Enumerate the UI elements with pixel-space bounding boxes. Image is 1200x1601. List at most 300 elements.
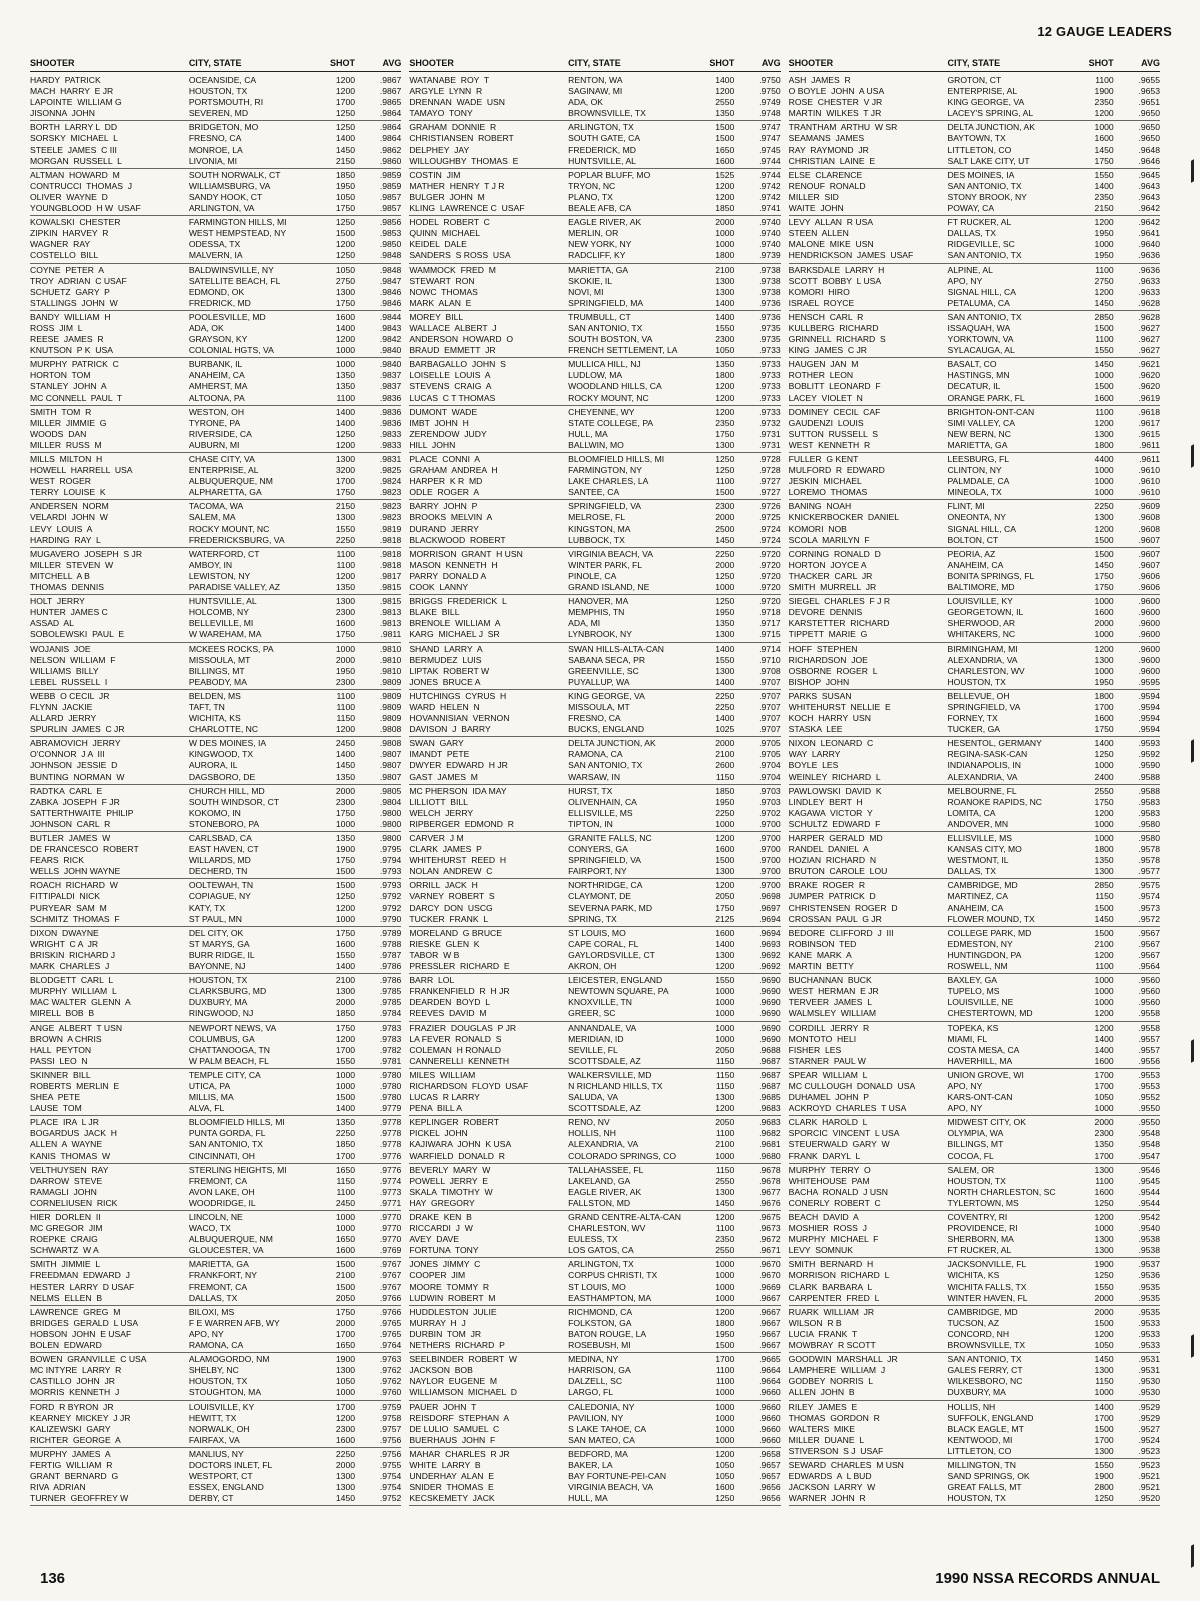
shooter-name: WILLIAMS BILLY — [30, 665, 99, 676]
city-state: HURST, TX — [568, 785, 613, 796]
row-group — [789, 1116, 1160, 1163]
shooter-name: VELARDI JOHN W — [30, 512, 108, 523]
table-row — [409, 702, 780, 713]
shot-count: 1700 — [1094, 1434, 1114, 1445]
shooter-name: REISDORF STEPHAN A — [409, 1412, 510, 1423]
average: .9700 — [759, 880, 781, 891]
city-state: ANAHEIM, CA — [188, 370, 245, 381]
table-row — [30, 476, 401, 487]
shot-count: 1650 — [335, 1340, 356, 1351]
shooter-name: MUGAVERO JOSEPH S JR — [30, 548, 143, 559]
row-group — [789, 1211, 1160, 1258]
shot-count: 1300 — [1094, 1445, 1114, 1456]
shot-count: 1400 — [715, 643, 735, 654]
shot-count: 1000 — [1094, 487, 1114, 498]
shot-count: 1250 — [715, 465, 735, 476]
shooter-name: STIVERSON S J USAF — [788, 1445, 884, 1456]
average: .9535 — [1138, 1292, 1160, 1303]
table-row — [789, 276, 1160, 287]
average: .9667 — [759, 1340, 781, 1351]
header-shot: SHOT — [330, 58, 356, 68]
city-state: FREDERICKSBURG, VA — [188, 534, 285, 545]
city-state: ENTERPRISE, AL — [947, 86, 1018, 97]
table-row — [409, 1117, 780, 1128]
shooter-name: ROACH RICHARD W — [30, 880, 118, 891]
table-row — [409, 512, 780, 523]
city-state: FT RUCKER, AL — [947, 217, 1012, 228]
row-group — [789, 264, 1160, 311]
table-row — [30, 524, 401, 535]
city-state: WICHITA FALLS, TX — [947, 1281, 1027, 1292]
average: .9780 — [379, 1069, 402, 1080]
shot-count: 1150 — [1095, 1376, 1114, 1387]
city-state: STONY BROOK, NY — [947, 191, 1027, 202]
city-state: GREER, SC — [568, 1008, 616, 1019]
shot-count: 1750 — [335, 297, 356, 308]
shooter-name: LAMPHERE WILLIAM J — [788, 1365, 886, 1376]
average: .9848 — [379, 250, 402, 261]
shot-count: 1000 — [1094, 760, 1114, 771]
shot-count: 1200 — [715, 180, 735, 191]
table-row — [30, 1234, 401, 1245]
shot-count: 1100 — [1095, 961, 1114, 972]
average: .9523 — [1138, 1445, 1160, 1456]
average: .9725 — [759, 512, 781, 523]
shooter-name: JOHNSON JESSIE D — [30, 760, 118, 771]
row-group — [789, 690, 1160, 737]
shot-count: 1350 — [715, 108, 735, 119]
shooter-name: WEINLEY RICHARD L — [788, 771, 881, 782]
city-state: PLANO, TX — [568, 191, 613, 202]
page-number: 136 — [40, 1570, 66, 1587]
city-state: WINTER PARK, FL — [568, 559, 642, 570]
table-row — [789, 1187, 1160, 1198]
average: .9720 — [759, 548, 781, 559]
city-state: ANAHEIM, CA — [947, 902, 1004, 913]
average: .9678 — [759, 1175, 781, 1186]
average: .9736 — [759, 297, 781, 308]
row-group — [789, 785, 1160, 832]
average: .9857 — [379, 203, 402, 214]
table-row — [30, 97, 401, 108]
table-row — [409, 476, 780, 487]
city-state: MARTINEZ, CA — [947, 891, 1008, 902]
shot-count: 1000 — [1094, 975, 1114, 986]
shot-count: 1000 — [1094, 465, 1114, 476]
average: .9675 — [759, 1212, 781, 1222]
shooter-name: SEWARD CHARLES M USN — [788, 1459, 904, 1470]
city-state: FOLKSTON, GA — [568, 1317, 632, 1328]
table-row — [30, 691, 401, 702]
shot-count: 1500 — [335, 228, 356, 239]
table-row — [30, 950, 401, 961]
shooter-name: FREEDMAN EDWARD J — [30, 1270, 130, 1281]
shooter-name: CHRISTENSEN ROGER D — [788, 902, 898, 913]
table-row — [409, 677, 780, 688]
city-state: FRENCH SETTLEMENT, LA — [568, 345, 678, 356]
table-row — [789, 1329, 1160, 1340]
average: .9594 — [1138, 701, 1160, 712]
city-state: STONEBORO, PA — [188, 818, 260, 829]
average: .9748 — [759, 108, 781, 119]
shot-count: 1050 — [335, 191, 356, 202]
shot-count: 1200 — [1094, 1212, 1114, 1222]
city-state: GREENVILLE, SC — [568, 665, 639, 676]
table-row — [789, 772, 1160, 783]
row-group — [30, 974, 401, 1021]
shot-count: 1650 — [715, 144, 735, 155]
table-row — [409, 961, 780, 972]
table-row — [409, 239, 780, 250]
average: .9628 — [1138, 297, 1160, 308]
city-state: RAMONA, CA — [188, 1340, 244, 1351]
table-row — [30, 880, 401, 891]
shot-count: 2750 — [335, 275, 356, 286]
table-row — [409, 1435, 780, 1446]
shot-count: 1600 — [335, 938, 356, 949]
table-row — [30, 1034, 401, 1045]
shooter-name: RADTKA CARL E — [30, 785, 103, 796]
table-row — [789, 1413, 1160, 1424]
column-header-row — [409, 58, 780, 72]
city-state: TRYON, NC — [568, 180, 616, 191]
shot-count: 1200 — [715, 392, 735, 403]
shot-count: 1600 — [1094, 392, 1114, 403]
average: .9718 — [759, 607, 781, 618]
shot-count: 2550 — [715, 97, 735, 108]
average: .9553 — [1138, 1080, 1160, 1091]
average: .9755 — [379, 1459, 402, 1470]
shot-count: 1400 — [335, 417, 356, 428]
shooter-name: DRENNAN WADE USN — [409, 97, 505, 108]
shooter-name: CORNING RONALD D — [788, 548, 881, 559]
city-state: MARIETTA, GA — [188, 1259, 249, 1270]
average: .9593 — [1138, 738, 1160, 749]
city-state: TUPELO, MS — [947, 986, 1000, 997]
row-group — [409, 74, 780, 121]
row-group — [30, 74, 401, 121]
average: .9558 — [1138, 1008, 1160, 1019]
city-state: BILOXI, MS — [188, 1306, 235, 1317]
city-state: CONYERS, GA — [568, 844, 628, 855]
city-state: FRESNO, CA — [188, 133, 242, 144]
table-row — [409, 250, 780, 261]
shot-count: 1750 — [335, 487, 356, 498]
shot-count: 1550 — [335, 949, 356, 960]
shooter-name: SORSKY MICHAEL L — [30, 133, 118, 144]
shot-count: 1900 — [1094, 1259, 1114, 1270]
shooter-name: BARBAGALLO JOHN S — [409, 359, 506, 370]
table-row — [30, 713, 401, 724]
table-row — [409, 997, 780, 1008]
shot-count: 2800 — [1094, 1482, 1114, 1493]
row-group — [409, 690, 780, 737]
row-group — [409, 1258, 780, 1305]
shot-count: 1450 — [1094, 297, 1114, 308]
city-state: KNOXVILLE, TN — [568, 997, 632, 1008]
shooter-name: PAUER JOHN T — [409, 1401, 477, 1412]
shooter-name: WALLACE ALBERT J — [409, 322, 497, 333]
table-row — [409, 1198, 780, 1209]
shot-count: 1700 — [335, 1328, 356, 1339]
average: .9607 — [1138, 548, 1160, 559]
city-state: BONITA SPRINGS, FL — [947, 570, 1035, 581]
table-row — [789, 1340, 1160, 1351]
city-state: NORTHRIDGE, CA — [568, 880, 643, 891]
average: .9735 — [759, 334, 781, 345]
shooter-name: MORGAN RUSSELL L — [30, 155, 122, 166]
table-row — [409, 1245, 780, 1256]
shooter-name: OSBORNE ROGER L — [788, 665, 878, 676]
city-state: SCOTTSDALE, AZ — [568, 1055, 641, 1066]
shot-count: 2300 — [1094, 1128, 1114, 1139]
shot-count: 1350 — [335, 582, 356, 593]
table-row — [409, 713, 780, 724]
shot-count: 1000 — [715, 1259, 735, 1270]
table-row — [789, 928, 1160, 939]
shooter-name: TROY ADRIAN C USAF — [30, 275, 127, 286]
city-state: MCKEES ROCKS, PA — [188, 643, 274, 654]
shooter-name: NAYLOR EUGENE M — [409, 1376, 498, 1387]
average: .9864 — [379, 122, 402, 133]
shot-count: 2150 — [335, 501, 356, 512]
shooter-name: NIXON LEONARD C — [788, 738, 874, 749]
table-row — [789, 1176, 1160, 1187]
city-state: WESTMONT, IL — [947, 855, 1009, 866]
table-row — [409, 1187, 780, 1198]
shooter-name: RAMAGLI JOHN — [30, 1186, 97, 1197]
average: .9670 — [759, 1259, 781, 1270]
average: .9681 — [759, 1139, 781, 1150]
average: .9804 — [379, 796, 402, 807]
shot-count: 1000 — [335, 818, 356, 829]
shot-count: 1600 — [335, 1245, 356, 1256]
table-row — [409, 1151, 780, 1162]
shot-count: 2250 — [715, 548, 735, 559]
shooter-name: LEVY SOMNUK — [788, 1245, 853, 1256]
shooter-name: KANIS THOMAS W — [30, 1150, 111, 1161]
city-state: LITTLETON, CO — [947, 1445, 1012, 1456]
table-row — [409, 1008, 780, 1019]
city-state: SALUDA, VA — [568, 1092, 619, 1103]
row-group — [409, 121, 780, 168]
average: .9557 — [1138, 1033, 1160, 1044]
shot-count: 1800 — [1094, 844, 1114, 855]
average: .9642 — [1138, 203, 1160, 214]
shot-count: 1400 — [715, 676, 735, 687]
shooter-name: RIVA ADRIAN — [30, 1482, 86, 1493]
table-row — [30, 855, 401, 866]
average: .9823 — [379, 487, 402, 498]
city-state: RADCLIFF, KY — [568, 250, 626, 261]
table-row — [30, 607, 401, 618]
shot-count: 1300 — [715, 1186, 735, 1197]
shot-count: 1500 — [1094, 381, 1114, 392]
column-header-row — [30, 58, 401, 72]
shooter-name: JOHNSON CARL R — [30, 818, 111, 829]
city-state: DALLAS, TX — [947, 866, 997, 877]
shooter-name: CROSSAN PAUL G JR — [788, 913, 882, 924]
header-avg: AVG — [761, 58, 781, 68]
table-row — [789, 1234, 1160, 1245]
shooter-name: HOZIAN RICHARD N — [788, 855, 877, 866]
table-row — [30, 997, 401, 1008]
shooter-name: ROSE CHESTER V JR — [788, 97, 883, 108]
average: .9665 — [759, 1354, 781, 1365]
shooter-name: JUMPER PATRICK D — [788, 891, 876, 902]
table-row — [789, 749, 1160, 760]
city-state: SIMI VALLEY, CA — [947, 417, 1015, 428]
table-row — [789, 819, 1160, 830]
shooter-name: PARKS SUSAN — [788, 690, 852, 701]
table-row — [409, 844, 780, 855]
shooter-name: TABOR W B — [409, 949, 460, 960]
city-state: GEORGETOWN, IL — [947, 607, 1024, 618]
shooter-name: LEVY ALLAN R USA — [788, 217, 874, 228]
shot-count: 1950 — [1094, 228, 1114, 239]
table-row — [789, 1139, 1160, 1150]
average: .9698 — [759, 891, 781, 902]
average: .9558 — [1138, 1022, 1160, 1033]
average: .9850 — [379, 239, 402, 250]
shot-count: 1950 — [715, 1328, 735, 1339]
table-row — [30, 1081, 401, 1092]
city-state: ADA, MI — [568, 618, 601, 629]
table-row — [30, 228, 401, 239]
table-row — [409, 618, 780, 629]
shooter-name: BLODGETT CARL L — [30, 975, 114, 986]
shooter-name: CONTRUCCI THOMAS J — [30, 180, 133, 191]
shot-count: 1500 — [1094, 322, 1114, 333]
shot-count: 1750 — [335, 629, 356, 640]
shooter-name: MURPHY PATRICK C — [30, 359, 119, 370]
average: .9800 — [379, 833, 402, 843]
average: .9556 — [1138, 1055, 1160, 1066]
table-row — [30, 1070, 401, 1081]
shot-count: 1850 — [335, 1008, 356, 1019]
shot-count: 1300 — [1094, 428, 1114, 439]
shooter-name: KALIZEWSKI GARY — [30, 1423, 111, 1434]
table-row — [789, 724, 1160, 735]
city-state: DES MOINES, IA — [947, 169, 1015, 180]
row-group — [409, 264, 780, 311]
shooter-name: WOJANIS JOE — [30, 643, 91, 654]
row-group — [409, 1069, 780, 1116]
city-state: POOLESVILLE, MD — [188, 311, 266, 322]
city-state: CHASE CITY, VA — [188, 454, 255, 464]
table-row — [30, 535, 401, 546]
shot-count: 1600 — [1094, 713, 1114, 724]
average: .9787 — [379, 949, 402, 960]
shooter-name: THACKER CARL JR — [788, 570, 873, 581]
table-row — [789, 359, 1160, 370]
row-group — [409, 879, 780, 926]
shooter-name: RIPBERGER EDMOND R — [409, 818, 514, 829]
average: .9545 — [1138, 1175, 1160, 1186]
city-state: SAN ANTONIO, TX — [947, 250, 1022, 261]
average: .9707 — [759, 690, 781, 701]
city-state: SALEM, MA — [188, 512, 236, 523]
table-row — [409, 1103, 780, 1114]
average: .9655 — [1138, 75, 1160, 85]
shot-count: 1050 — [1094, 1340, 1114, 1351]
shot-count: 1300 — [335, 986, 356, 997]
city-state: TEMPLE CITY, CA — [188, 1069, 261, 1080]
shooter-name: CHRISTIAN LAINE E — [788, 155, 876, 166]
average: .9690 — [759, 986, 781, 997]
table-row — [30, 914, 401, 925]
shooter-name: KOMORI NOB — [788, 523, 847, 534]
shot-count: 1350 — [335, 370, 356, 381]
shot-count: 2050 — [715, 891, 735, 902]
city-state: ALEXANDRIA, VA — [568, 1139, 639, 1150]
shooter-name: SOBOLEWSKI PAUL E — [30, 629, 125, 640]
table-row — [789, 1198, 1160, 1209]
shooter-name: NOLAN ANDREW C — [409, 866, 493, 877]
shot-count: 1200 — [335, 439, 356, 450]
table-row — [789, 786, 1160, 797]
city-state: LOS GATOS, CA — [568, 1245, 634, 1256]
average: .9564 — [1138, 961, 1160, 972]
shot-count: 1100 — [1095, 1175, 1114, 1186]
table-row — [409, 228, 780, 239]
shooter-name: BERMUDEZ LUIS — [409, 654, 482, 665]
table-row — [30, 772, 401, 783]
table-row — [30, 1056, 401, 1067]
shooter-name: LA FEVER RONALD S — [409, 1033, 502, 1044]
table-row — [30, 961, 401, 972]
average: .9766 — [379, 1306, 402, 1317]
shot-count: 1250 — [335, 891, 356, 902]
table-row — [789, 524, 1160, 535]
table-row — [789, 192, 1160, 203]
shot-count: 1350 — [1094, 855, 1114, 866]
table-row — [30, 1387, 401, 1398]
table-row — [789, 1151, 1160, 1162]
table-row — [30, 429, 401, 440]
shooter-name: BARR LOL — [409, 975, 455, 986]
table-row — [409, 287, 780, 298]
shooter-name: BOGARDUS JACK H — [30, 1128, 117, 1139]
average: .9707 — [759, 724, 781, 735]
row-group — [789, 927, 1160, 974]
table-row — [409, 1493, 780, 1504]
shot-count: 1550 — [1094, 1459, 1114, 1470]
average: .9811 — [380, 629, 402, 640]
shot-count: 1450 — [335, 144, 356, 155]
shot-count: 1500 — [715, 133, 735, 144]
city-state: WACO, TX — [188, 1223, 231, 1234]
shooter-name: CLARK JAMES P — [409, 844, 482, 855]
average: .9667 — [759, 1292, 781, 1303]
table-row — [789, 880, 1160, 891]
city-state: LOUISVILLE, NE — [947, 997, 1014, 1008]
shooter-name: SMITH MURRELL JR — [788, 582, 877, 593]
row-group — [789, 1306, 1160, 1353]
shooter-name: MC CONNELL PAUL T — [30, 392, 123, 403]
shot-count: 1000 — [715, 1033, 735, 1044]
average: .9537 — [1138, 1259, 1160, 1270]
shot-count: 1200 — [1094, 217, 1114, 228]
average: .9809 — [379, 690, 402, 701]
shot-count: 1000 — [715, 228, 735, 239]
city-state: FLINT, MI — [947, 501, 985, 512]
row-group — [409, 548, 780, 595]
shooter-name: DUMONT WADE — [409, 406, 478, 417]
average: .9793 — [379, 866, 402, 877]
table-row — [30, 1245, 401, 1256]
city-state: HOLLIS, NH — [568, 1128, 616, 1139]
